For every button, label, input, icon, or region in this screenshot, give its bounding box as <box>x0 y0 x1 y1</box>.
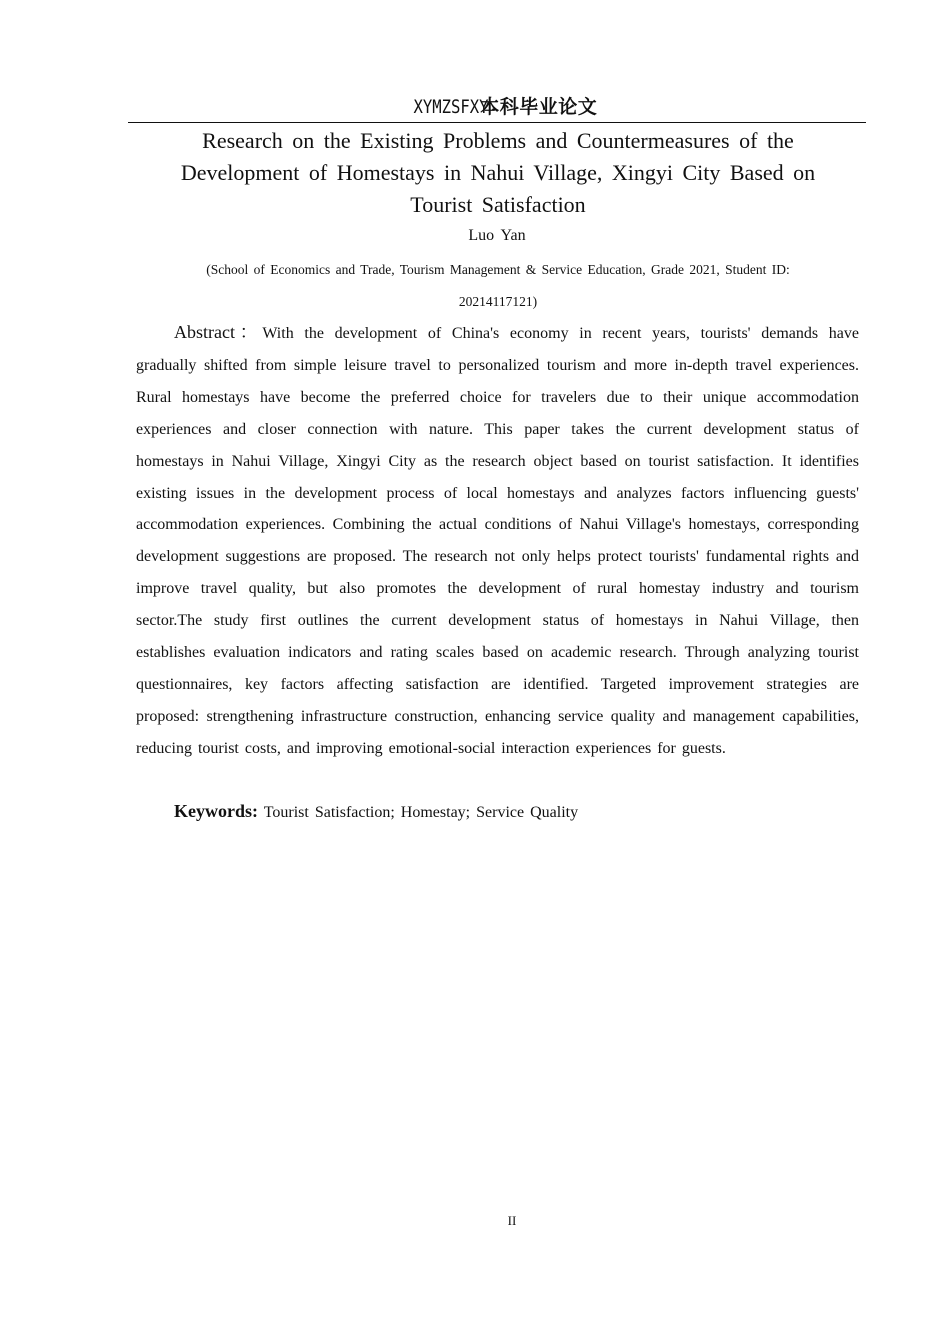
author-name: Luo Yan <box>468 227 526 244</box>
abstract-separator: ： <box>234 322 263 342</box>
abstract-label: Abstract <box>174 322 235 342</box>
abstract-paragraph <box>136 317 859 765</box>
running-header-latin: XYMZSFXY <box>413 96 489 118</box>
abstract-text: With the development of China's economy in recent years, tourists' demands have gradually shifted from simple leisure travel to personalized tourism and more in-depth travel experiences. Rural homestays have become the preferred choice for travelers due to their unique accommodation experiences and closer connection with nature. This paper takes the current development status of homestays in Nahui Village, Xingyi City as the research object based on tourist satisfaction. It identifies existing issues in the development process of local homestays and analyzes factors influencing guests' accommodation experiences. Combining the actual conditions of Nahui Village's homestays, corresponding development suggestions are proposed. The research not only helps protect tourists' fundamental rights and improve travel quality, but also promotes the development of rural homestay industry and tourism sector.The study first outlines the current development status of homestays in Nahui Village, then establishes evaluation indicators and rating scales based on academic research. Through analyzing tourist questionnaires, key factors affecting satisfaction are identified. Targeted improvement strategies are proposed: strengthening infrastructure construction, enhancing service quality and management capabilities, reducing tourist costs, and improving emotional-social interaction experiences for guests. <box>136 325 860 757</box>
keywords-text: Tourist Satisfaction; Homestay; Service Quality <box>263 804 579 821</box>
keywords-label: Keywords: <box>174 801 258 821</box>
paper-title: Research on the Existing Problems and Countermeasures of the Development of Homestays in Nahui Village, Xingyi City Based on Tourist Satisfaction <box>180 128 816 217</box>
page-number: II <box>507 1213 517 1228</box>
running-header-cjk: 本科毕业论文 <box>480 96 598 118</box>
author-affiliation: (School of Economics and Trade, Tourism Management & Service Education, Grade 2021, Student ID: 20214117121) <box>206 262 790 309</box>
header-rule <box>128 122 866 123</box>
running-header <box>128 93 866 121</box>
keywords-paragraph <box>136 796 859 828</box>
